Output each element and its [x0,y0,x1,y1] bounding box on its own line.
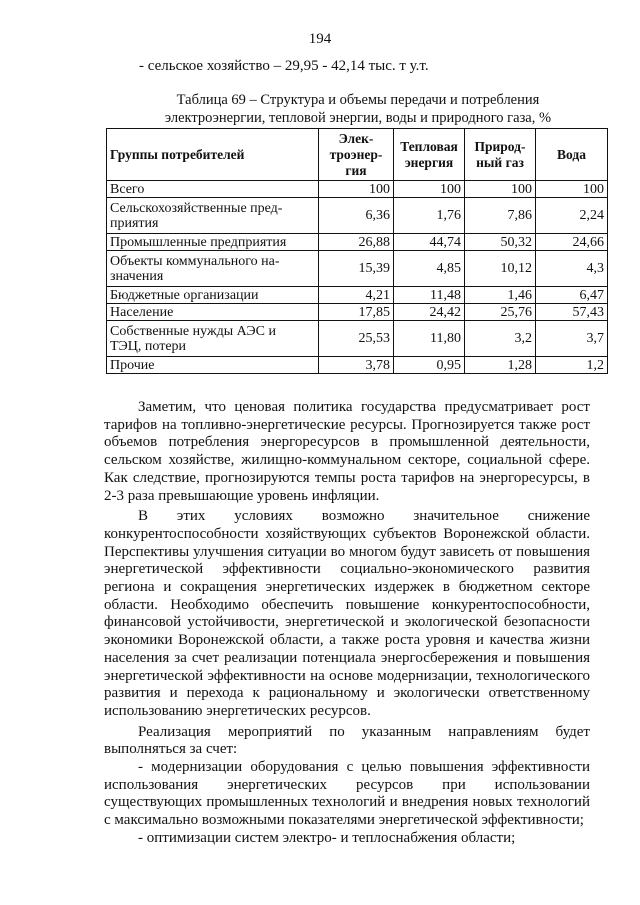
cell-value: 7,86 [465,198,536,234]
paragraph-tariffs: Заметим, что ценовая политика государства предусматривает рост тарифов на топливно-энергетические ресурсы. Прогнозируется также рост объемов потребления энергоресурсов в промышленной деятельности, сельском хозяйстве, жилищно-коммунальном секторе, социальной сфере. Как следствие, прогнозируются темпы роста тарифов на энергоресурсы, в 2-3 раза превышающие уровень инфляции. [104,399,590,504]
cell-value: 4,21 [319,287,394,304]
row-name: Собственные нужды АЭС и ТЭЦ, потери [107,321,319,357]
header-electricity: Элек- троэнер- гия [319,129,394,181]
row-name: Промышленные предприятия [107,234,319,251]
row-name: Прочие [107,357,319,374]
caption-line-2: электроэнергии, тепловой энергии, воды и природного газа, % [164,110,552,126]
cell-value: 15,39 [319,251,394,287]
cell-value: 50,32 [465,234,536,251]
cell-value: 3,78 [319,357,394,374]
table-header-row [107,129,608,181]
cell-value: 6,36 [319,198,394,234]
cell-value: 2,24 [536,198,608,234]
cell-value: 44,74 [394,234,465,251]
row-name: Всего [107,181,319,198]
cell-value: 25,76 [465,304,536,321]
cell-value: 11,80 [394,321,465,357]
cell-value: 11,48 [394,287,465,304]
cell-value: 4,3 [536,251,608,287]
cell-value: 57,43 [536,304,608,321]
page-number: 194 [308,31,332,47]
cell-value: 4,85 [394,251,465,287]
body-text [104,399,590,848]
list-item-modernization: - модернизации оборудования с целью повышения эффективности использования энергетических ресурсов при использовании существующих промышленных технологий и внедрения новых технологий с максимально возможными показателями энергетической эффективности; [104,759,590,829]
cell-value: 24,66 [536,234,608,251]
table-row [107,321,608,357]
cell-value: 1,2 [536,357,608,374]
intro-line: - сельское хозяйство – 29,95 - 42,14 тыс. т у.т. [139,58,429,74]
cell-value: 0,95 [394,357,465,374]
table-row [107,181,608,198]
table-row [107,251,608,287]
table-row [107,234,608,251]
table-row [107,357,608,374]
consumption-table [106,128,608,374]
cell-value: 25,53 [319,321,394,357]
cell-value: 1,46 [465,287,536,304]
table-row [107,198,608,234]
table-row [107,304,608,321]
cell-value: 3,2 [465,321,536,357]
row-name: Объекты коммунального на- значения [107,251,319,287]
cell-value: 6,47 [536,287,608,304]
cell-value: 100 [394,181,465,198]
cell-value: 10,12 [465,251,536,287]
cell-value: 17,85 [319,304,394,321]
cell-value: 3,7 [536,321,608,357]
header-water: Вода [536,129,608,181]
row-name: Население [107,304,319,321]
caption-line-1: Таблица 69 – Структура и объемы передачи и потребления [176,92,540,108]
cell-value: 1,76 [394,198,465,234]
row-name: Бюджетные организации [107,287,319,304]
row-name: Сельскохозяйственные пред- приятия [107,198,319,234]
header-consumer-groups: Группы потребителей [107,129,319,181]
header-gas: Природ- ный газ [465,129,536,181]
cell-value: 1,28 [465,357,536,374]
table-caption [118,91,598,127]
cell-value: 100 [319,181,394,198]
list-item-optimization: - оптимизации систем электро- и теплоснабжения области; [138,829,516,846]
cell-value: 100 [465,181,536,198]
cell-value: 26,88 [319,234,394,251]
cell-value: 24,42 [394,304,465,321]
cell-value: 100 [536,181,608,198]
paragraph-implementation: Реализация мероприятий по указанным направлениям будет выполняться за счет: [104,723,590,758]
header-heat: Тепловая энергия [394,129,465,181]
paragraph-competitiveness: В этих условиях возможно значительное снижение конкурентоспособности хозяйствующих субъектов Воронежской области. Перспективы улучшения ситуации во многом будут зависеть от повышения энергетической эффективности социально-экономического развития региона и сокращения энергетических издержек в бюджетном секторе области. Необходимо обеспечить повышение конкурентоспособности, финансовой устойчивости, энергетической и экологической безопасности экономики Воронежской области, а также роста уровня и качества жизни населения за счет реализации потенциала энергосбережения и повышения энергетической эффективности на основе модернизации, технологического развития и перехода к рациональному и экологически ответственному использованию энергетических ресурсов. [104,508,590,719]
table-row [107,287,608,304]
